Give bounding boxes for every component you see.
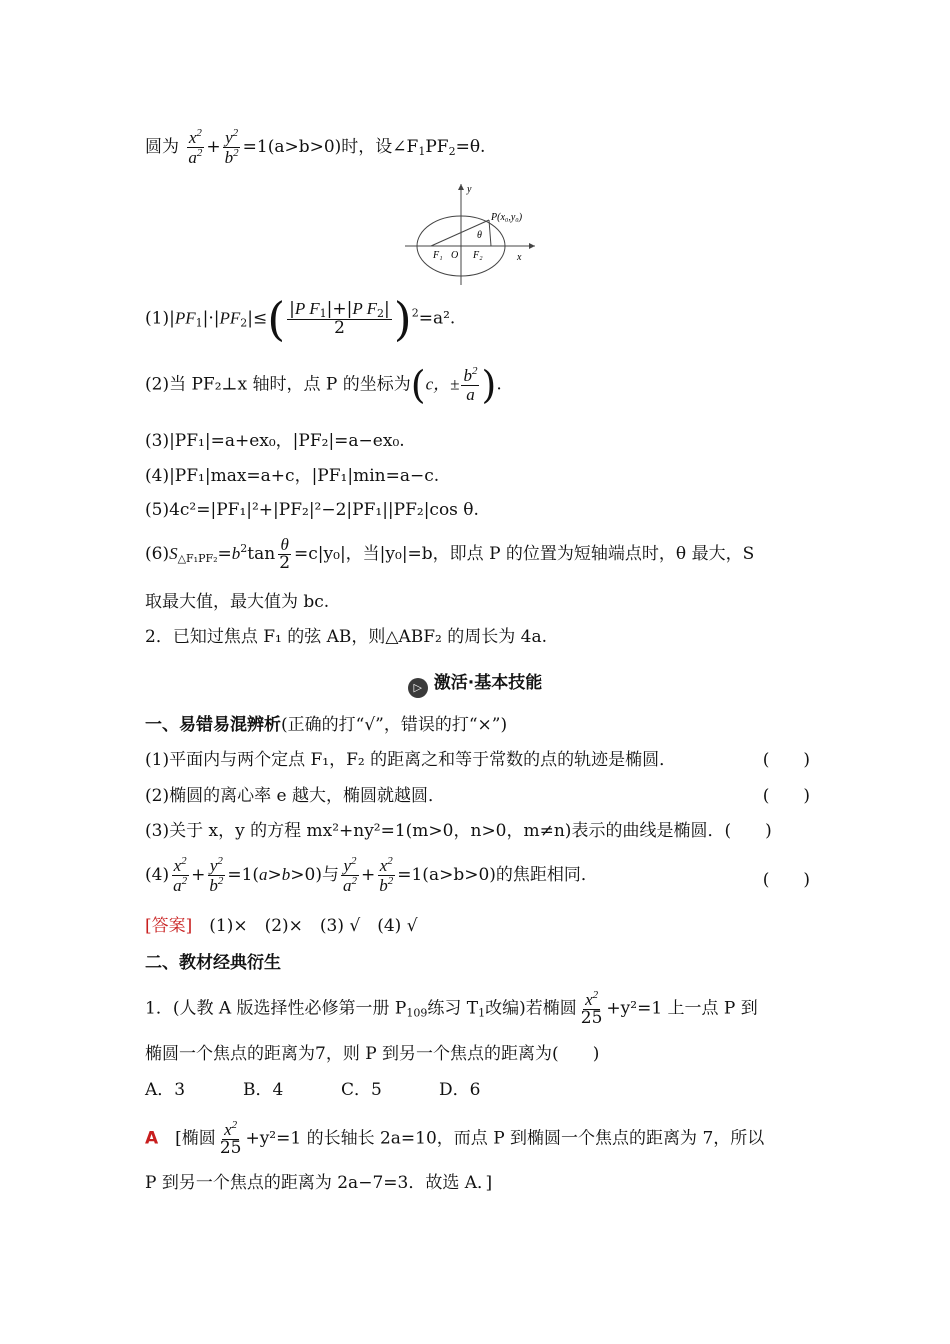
intro-tail: =θ. [455, 136, 486, 157]
prop-2: (2)当 PF₂⊥x 轴时，点 P 的坐标为(c，± $\frac{b^2}{a}$ ). [145, 363, 502, 407]
item-2: 2．已知过焦点 F₁ 的弦 AB，则△ABF₂ 的周长为 4a. [145, 627, 548, 647]
blank-2: ( ) [762, 786, 810, 806]
option-b[interactable]: B．4 [243, 1080, 284, 1100]
question-4: (4) $\frac{x^2}{a^2}$ + $\frac{y^2}{b^2}$ =1(a>b>0)与 $\frac{y^2}{a^2}$ + $\frac{x^2}{b^2}$ =1(a>b>0)的焦距相同． ( ) [145, 855, 810, 895]
prop-5: (5)4c²=|PF₁|²+|PF₂|²−2|PF₁||PF₂|cos θ. [145, 500, 479, 520]
part1-heading: 一、易错易混辨析 [145, 715, 281, 735]
axis-x-label: x [517, 252, 522, 263]
f2-label: F₂ [473, 250, 483, 261]
solution-line: A [椭圆 $\frac{x^2}{25}$ +y²=1 的长轴长 2a=10，而点 P 到椭圆一个焦点的距离为 7，所以 [145, 1119, 765, 1158]
blank-1: ( ) [762, 750, 810, 770]
part2-question-line2: 椭圆一个焦点的距离为7，则 P 到另一个焦点的距离为( ) [145, 1044, 600, 1064]
question-3-text: (3)关于 x，y 的方程 mx²+ny²=1(m>0，n>0，m≠n)表示的曲线是椭圆． [145, 821, 725, 841]
question-tail: +y²=1 上一点 P 到 [606, 998, 758, 1019]
intro-prefix: 圆为 [145, 136, 179, 157]
blank-4: ( ) [762, 870, 810, 890]
prop-6-line2: 取最大值，最大值为 bc. [145, 592, 330, 612]
prop-6: $(6)S_{\triangle F_1PF_2}=b^2\tan$ $\frac{\theta}{2}$ =c|y₀|，当|y₀|=b，即点 P 的位置为短轴端点时，θ 最大，S [145, 535, 755, 573]
play-icon: ▷ [408, 678, 428, 698]
solution-letter: A [145, 1128, 159, 1149]
prop-6-tail: =c|y₀|，当|y₀|=b，即点 P 的位置为短轴端点时，θ 最大，S [294, 543, 755, 564]
part1-title [145, 715, 810, 735]
intro-mid: PF [425, 136, 449, 157]
option-list [145, 1080, 810, 1100]
prop-3: (3)|PF₁|=a+ex₀，|PF₂|=a−ex₀. [145, 431, 405, 451]
fraction-x2-a2: $\frac{x^2}{a^2}$ [188, 127, 203, 167]
intro-line: 圆为 $\frac{x^2}{a^2}$ + $\frac{y^2}{b^2}$ =1(a>b>0)时，设$\angle F_1PF_2=\theta$. [145, 127, 486, 167]
question-4-tail: =1(a>b>0)的焦距相同． [397, 864, 598, 885]
ellipse-figure [405, 180, 545, 290]
option-d[interactable]: D．6 [439, 1080, 481, 1100]
axis-y-label: y [467, 184, 472, 195]
f1-label: F₁ [433, 250, 443, 261]
solution-text-2: +y²=1 的长轴长 2a=10，而点 P 到椭圆一个焦点的距离为 7，所以 [245, 1128, 765, 1149]
fraction-y2-b2: $\frac{y^2}{b^2}$ [224, 127, 239, 167]
section-header [0, 668, 950, 698]
question-2-text: (2)椭圆的离心率 e 越大，椭圆就越圆． [145, 786, 445, 806]
part1-heading-tail: (正确的打“√”，错误的打“×”) [281, 715, 508, 735]
question-1 [145, 750, 810, 770]
question-lead: 1．(人教 A 版选择性必修第一册 P [145, 998, 407, 1019]
question-1-text: (1)平面内与两个定点 F₁，F₂ 的距离之和等于常数的点的轨迹是椭圆． [145, 750, 677, 770]
question-2 [145, 786, 810, 806]
prop-1: $(1)|PF_1|\cdot|PF_2|\le$( $\frac{|P F_1|+|P F_2|}{2}$ )$^2$=a². [145, 292, 456, 346]
prop-2-c: c，± [425, 374, 460, 394]
question-source: 练习 T [427, 998, 479, 1019]
solution-text-1: [椭圆 [175, 1128, 216, 1149]
solution-line2: P 到另一个焦点的距离为 2a−7=3．故选 A．] [145, 1173, 493, 1193]
answer-label: [答案] [145, 916, 193, 936]
blank-3: ( ) [724, 821, 772, 841]
part2-question: 1．(人教 A 版选择性必修第一册 $P_{109}$练习 $T_1$改编)若椭圆 $\frac{x^2}{25}$ +y²=1 上一点 P 到 [145, 989, 758, 1028]
intro-cond: =1(a>b>0)时，设∠F [242, 136, 419, 157]
answer-line [145, 916, 810, 936]
point-p-label: P(x₀,y₀) [491, 212, 523, 223]
question-mid: 改编)若椭圆 [485, 998, 577, 1019]
prop-4: (4)|PF₁|max=a+c，|PF₁|min=a−c. [145, 466, 440, 486]
answer-values: (1)× (2)× (3) √ (4) √ [209, 916, 418, 936]
option-a[interactable]: A．3 [145, 1080, 186, 1100]
origin-label: O [451, 250, 459, 261]
question-3 [145, 821, 810, 841]
section-title: 激活·基本技能 [433, 673, 543, 693]
prop-2-text: (2)当 PF₂⊥x 轴时，点 P 的坐标为 [145, 374, 411, 395]
part2-title: 二、教材经典衍生 [145, 953, 281, 973]
option-c[interactable]: C．5 [341, 1080, 382, 1100]
theta-label: θ [477, 230, 482, 241]
prop-1-tail: =a². [418, 308, 456, 329]
